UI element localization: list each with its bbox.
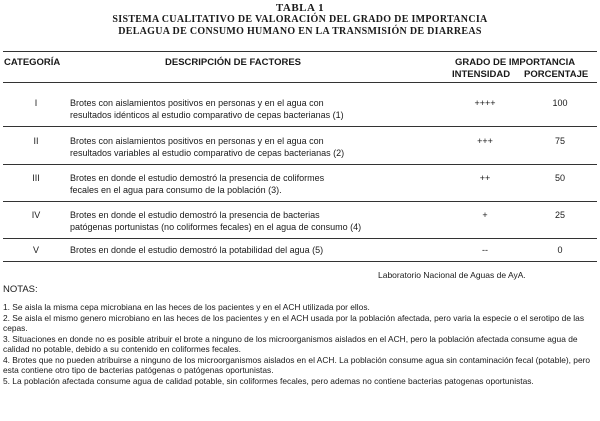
note-item: 3. Situaciones en donde no es posible atribuir el brote a ninguno de los microorganismos aislados en el ACH, pero la población afectada consume agua de calidad no potable, debido a su contenido en coliformes fecales. [3, 333, 578, 354]
row-description-line: fecales en el agua para consumo de la población (3). [70, 185, 282, 195]
notes-list [3, 302, 597, 386]
row-description-line: patógenas portunistas (no coliformes fecales) en el agua de consumo (4) [70, 222, 362, 232]
row-percent: 25 [554, 210, 565, 220]
row-description-line: resultados idénticos al estudio comparativo de cepas bacterianas (1) [70, 110, 344, 120]
rule-row [3, 126, 597, 127]
row-description-line: resultados variables al estudio comparativo de cepas bacterianas (2) [70, 148, 345, 158]
table-title [0, 2, 600, 38]
rule-header [3, 82, 597, 83]
note-item: 1. Se aisla la misma cepa microbiana en las heces de los pacientes y en el ACH utilizada por ellos. [3, 302, 370, 312]
row-description-line: Brotes con aislamientos positivos en personas y en el agua con [70, 98, 324, 108]
rule-bottom [3, 261, 597, 262]
row-percent: 0 [557, 245, 563, 255]
row-category: V [32, 245, 39, 255]
row-description [70, 172, 425, 196]
header-porcentaje: PORCENTAJE [524, 69, 589, 80]
row-intensity: +++ [477, 136, 493, 146]
title-line-3: DELAGUA DE CONSUMO HUMANO EN LA TRANSMISIÓN DE DIARREAS [118, 26, 482, 37]
rule-top [3, 51, 597, 52]
note-item: 5. La población afectada consume agua de calidad potable, sin coliformes fecales, pero ademas no contiene bacterias patogenas oportunistas. [3, 375, 534, 386]
note-item: 4. Brotes que no pueden atribuirse a ninguno de los microorganismos aislados en el ACH. La población consume agua sin contaminación fecal (potable), pero esta contiene otro tipo de bacterias patógenas o patógenas oportunistas. [3, 354, 591, 375]
row-intensity: ++++ [474, 98, 496, 108]
header-descripcion: DESCRIPCIÓN DE FACTORES [165, 57, 302, 68]
rule-row [3, 238, 597, 239]
row-description-line: Brotes con aislamientos positivos en personas y en el agua con [70, 136, 324, 146]
header-categoria: CATEGORÍA [4, 57, 61, 68]
notes-title: NOTAS: [3, 284, 38, 295]
row-description-line: Brotes en donde el estudio demostró la presencia de bacterias [70, 210, 320, 220]
row-intensity: ++ [479, 173, 491, 183]
row-category: I [34, 98, 38, 108]
row-category: II [33, 136, 39, 146]
title-line-1: TABLA 1 [275, 2, 325, 14]
rule-row [3, 201, 597, 202]
row-description [70, 135, 425, 159]
row-description-line: Brotes en donde el estudio demostró la presencia de coliformes [70, 173, 325, 183]
note-item: 2. Se aisla el mismo genero microbiano en las heces de los pacientes y en el ACH usada por la población afectada, pero varia la especie o el serotipo de las cepas. [3, 312, 585, 333]
row-description [70, 97, 425, 121]
header-grado: GRADO DE IMPORTANCIA [455, 57, 576, 68]
row-percent: 50 [554, 173, 565, 183]
row-description-line: Brotes en donde el estudio demostró la potabilidad del agua (5) [70, 245, 324, 255]
row-description [70, 209, 425, 233]
row-category: III [32, 173, 40, 183]
row-description [70, 244, 425, 256]
title-line-2: SISTEMA CUALITATIVO DE VALORACIÓN DEL GRADO DE IMPORTANCIA [112, 14, 488, 25]
row-category: IV [31, 210, 41, 220]
row-intensity: + [482, 210, 488, 220]
source-lab: Laboratorio Nacional de Aguas de AyA. [378, 270, 526, 280]
row-percent: 75 [554, 136, 565, 146]
rule-row [3, 164, 597, 165]
header-intensidad: INTENSIDAD [452, 69, 511, 80]
row-intensity: -- [482, 245, 488, 255]
row-percent: 100 [552, 98, 568, 108]
